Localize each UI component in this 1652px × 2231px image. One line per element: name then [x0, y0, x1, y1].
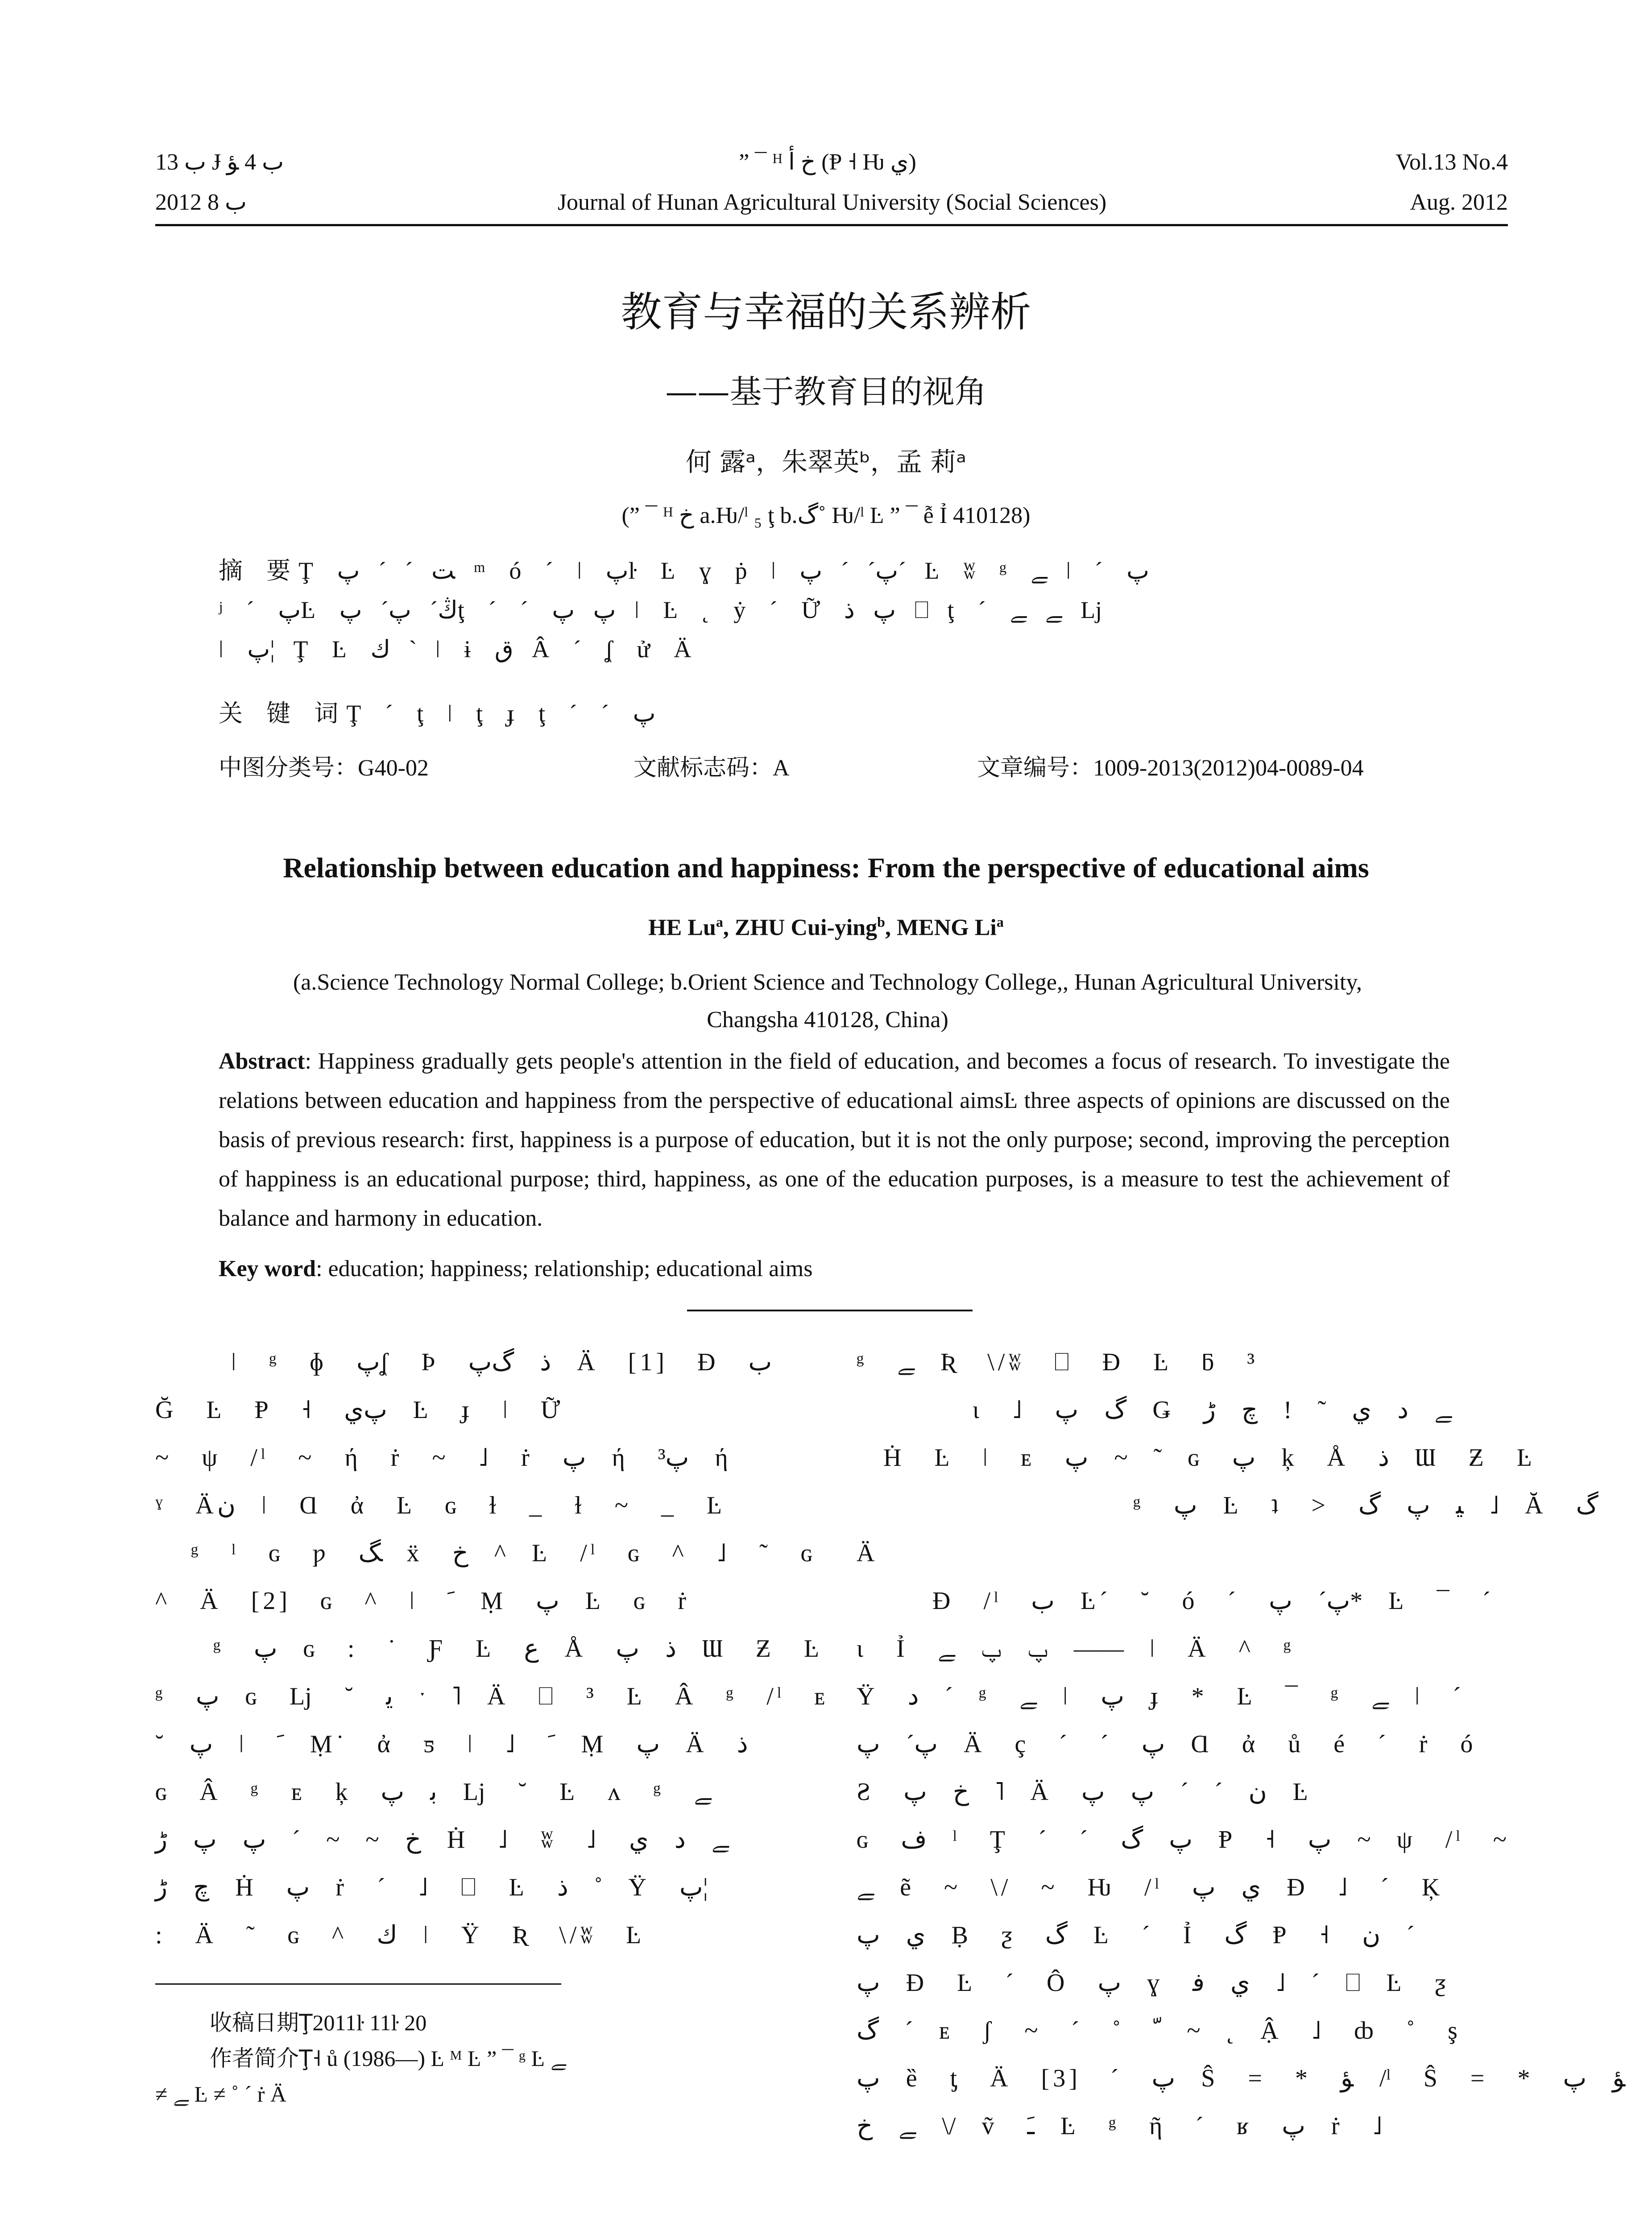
title-en: Relationship between education and happiness: From the perspective of educational aims: [283, 852, 1369, 883]
body-line: ^ Ä [2] ɢ ^ ǀ ﹶ Ṃ ﭖ Ŀ ɢ ṙ: [155, 1587, 690, 1615]
body-line: Ƨ ﺥ ﭖ ˥ Ä ﻥ ´ ˊ ﭖ ﭖ Ŀ: [857, 1778, 1312, 1806]
abstract-zh-text: ʲ ˊ ﭖĿ ﯓ´ ﭖˊ ﭖţ ´ ˊ ﭖ ﭖ ǀ Ŀ ˛ ẏ ´ Ữ ﭖ ﺫ ⎕ ţ ´ ﮯ ﮯ ǈ: [219, 597, 1105, 623]
body-column-left: [155, 1339, 829, 1959]
body-column-right: [857, 1339, 1626, 2150]
body-line: Ḣ Ŀ ǀ ᴇ ﭖ ~ ˜ ɢ ﭖ ķ Å ﺫ Ɯ Ƶ Ŀ: [883, 1444, 1536, 1472]
body-line: ﮯ ﺥ \/ ṽ ﹷ Ŀ ᵍ ῆ ´ ʁ ﭖ ṙ ˩: [857, 2112, 1386, 2140]
body-line: ˘ ﭖ ǀ ﹶ Ṃ˙ ἀ ƽ ǀ ˩ ﹶ Ṃ ﭖ Ä ﺫ: [155, 1730, 748, 1758]
abstract-zh-text: Ţ ﺖ ´ ˊ ﭖ ᵐ ó ´ ǀ ﭖŀ Ŀ ɣ ṗ ǀ ﭖ´ ´ ﭖ´ Ŀ ʬ ᵍ ﮯ ǀ ´ ﭖ: [298, 557, 1149, 584]
affiliation-en-line: (a.Science Technology Normal College; b.Orient Science and Technology College,, Hunan Agricultural University,: [293, 970, 1362, 995]
footnote-received: [210, 2006, 426, 2040]
keywords-en-text: : education; happiness; relationship; educational aims: [316, 1256, 813, 1281]
body-line: ɢ ﻑ ˡ Ţ ´ ˊ ﭖ ﮒ Ᵽ ˧ ﭖ ~ ψ /ˡ ~: [857, 1826, 1510, 1854]
header-volume-en: Vol.13 No.4: [1395, 149, 1508, 175]
body-line: ﮒ ´ ᴇ ʃ ~ ´ ˚ ﹼ ~ ˛ Ậ ˩ ȸ ˚ ş: [857, 2017, 1461, 2044]
abstract-zh-text: ǀ ﭖ¦ Ţ Ŀ ﻙ ˋ ǀ ɨ ﻕ Â ´ ʆ ử Ä: [219, 636, 694, 663]
clc-label: 中图分类号：: [219, 755, 358, 781]
abstract-zh-label: 摘 要: [219, 556, 299, 585]
abstract-zh: [219, 551, 1450, 669]
header-date-en: Aug. 2012: [1410, 190, 1508, 215]
body-line: ﭖ ȅ ƫ Ä [3] ´ ﭖ Ŝ = * ﺆ /ˡ Ŝ = * ﺆ ﭖ: [857, 2065, 1626, 2092]
author-name: , MENG Li: [885, 915, 997, 941]
body-line: Ğ Ŀ Ᵽ ˧ ﭖﻱ Ŀ ɟ ǀ Ữ: [155, 1396, 564, 1424]
body-line: ᵍ ﮯ Ʀ \/ʬ ⎕ Ɖ Ŀ ƃ ³: [857, 1348, 1259, 1376]
keywords-en-label: Key word: [219, 1256, 316, 1281]
affiliation-en-line: Changsha 410128, China): [707, 1007, 948, 1033]
body-line: ɢ Â ᵍ ᴇ ķ ﺑ ﭖ ǈ ˘ Ŀ ʌ ᵍ ﮯ: [155, 1778, 712, 1806]
clc-number: [219, 752, 429, 784]
body-line: ˠ Äﻥ ǀ Ɑ ἀ Ŀ ɢ ɫ _ ɫ ~ _ Ŀ: [155, 1492, 726, 1519]
art-value: 1009-2013(2012)04-0089-04: [1093, 755, 1364, 781]
body-line: ᵍ ﭖ ɢ ǈ ˘ ﯾ ˑ ˥ Ä ⎕ ³ Ŀ Â ᵍ /ˡ ᴇ: [155, 1683, 829, 1710]
art-label: 文章编号：: [977, 755, 1093, 781]
author-affil-mark: a: [716, 914, 723, 930]
keywords-zh-label: 关 键 词: [219, 699, 347, 727]
doc-value: A: [773, 755, 790, 781]
keywords-en: [219, 1249, 1450, 1289]
title-zh: 教育与幸福的关系辨析: [621, 288, 1031, 336]
body-line: Ÿ ﺩ ´ ᵍ ﮯ ǀ ﭖ ɟ * Ŀ ¯ ᵍ ﮯ ǀ ´: [857, 1683, 1465, 1710]
keywords-zh-text: Ţ ´ ţ ǀ ţ ɟ ţ ´ ˊ ﭖ: [346, 700, 656, 727]
author-affil-mark: b: [877, 914, 885, 930]
author-name: HE Lu: [648, 915, 716, 941]
body-line: ﭖˊ ﭖ Ä ç ´ ˊ ﭖ Ɑ ἀ ů é ´ ṙ ó: [857, 1730, 1477, 1758]
abstract-en: [219, 1042, 1450, 1238]
author-affil-mark: a: [996, 914, 1004, 930]
body-line: ǀ ᵍ ɸ ﭖʆ Þ ﺫ ﮒﭖ Ä [1] Ɖ ﺏ: [231, 1348, 772, 1376]
clc-value: G40-02: [358, 755, 429, 781]
body-line: Ɖ /ˡ ﺏ Ŀ´ ˘ ó ´ ﭖˊ ﭖ* Ŀ ¯ ˊ: [932, 1587, 1495, 1615]
abstract-zh-line: [219, 551, 1450, 590]
body-line: ᵍ ﭖ ɢ : ˙ Ƒ Ŀ ﻉ Å ﺫ ﭖ Ɯ Ƶ Ŀ: [213, 1635, 823, 1663]
body-line: ι Ỉ ﭖ ﭖ ﮯ —— ǀ Ä ^ ᵍ: [857, 1635, 1295, 1663]
body-line: ᵍ ﭖ Ŀ ʇ ˃ ﻴ ﭖ ﮒ ˩ Ă ﮒ: [1133, 1492, 1598, 1519]
header-journal-zh: ” ¯ ᴴ ﺥ ﺃ (Ᵽ ˧ Ƕ ﻱ): [739, 149, 916, 175]
header-rule: [155, 224, 1508, 226]
body-line: ﭺ ﮌ Ḣ ﭖ ṙ ´ ˩ ⎕ Ŀ ﺫ ˚ Ÿ ﭖ¦: [155, 1874, 708, 1901]
section-divider: [687, 1310, 973, 1311]
footnote-bio: [210, 2041, 566, 2075]
document-code: [633, 752, 790, 784]
bio-value: ˧ ů (1986—) Ŀ ᴹ Ŀ ” ¯ ᵍ Ŀ ﮯ: [312, 2046, 566, 2071]
keywords-zh: [219, 694, 1450, 733]
bio-label: 作者简介Ţ: [210, 2045, 313, 2071]
received-value: 2011ŀ 11ŀ 20: [312, 2010, 427, 2035]
body-line: ﮯ ẽ ~ \/ ~ Ƕ /ˡ ﻱ ﭖ Ɖ ˩ ´ Ķ: [857, 1874, 1444, 1901]
subtitle-zh: ——基于教育目的视角: [665, 373, 987, 411]
header-journal-en: Journal of Hunan Agricultural University (Social Sciences): [557, 190, 1107, 215]
body-line: ﭖ Ɖ Ŀ ´ Ô ﭖ ɣ ﻱ ﻓ ˩ ˊ ⎕ Ŀ ƺ: [857, 1969, 1449, 1997]
authors-zh: 何 露ᵃ，朱翠英ᵇ，孟 莉ᵃ: [685, 447, 967, 477]
body-line: ~ ψ /ˡ ~ ή ṙ ~ ˩ ṙ ﭖ ή ﭖ³ ή: [155, 1444, 732, 1472]
footnote-bio-continued: ≠ ﮯ Ŀ ≠ ˚ ´ ṙ Ä: [155, 2082, 286, 2107]
body-line: ﻱ ﭖ Ḅ ƺ ﮒ Ŀ ´ Ỉ ﮒ Ᵽ ˧ ﻥ ´: [857, 1921, 1415, 1949]
footnote-rule: [155, 1983, 561, 1985]
body-line: ﺥ ~ ~ ˊ ﭖ ﭖ ﮌ Ḣ ˩ ʬ ˩ ﮯ ﺩ ﻱ: [155, 1826, 729, 1854]
article-number: [977, 752, 1364, 784]
author-name: , ZHU Cui-ying: [723, 915, 878, 941]
abstract-en-text: : Happiness gradually gets people's attention in the field of education, and becomes a focus of research. To investigate the relations between education and happiness from the perspective of educational aimsĿ three aspects of opinions are discussed on the basis of previous research: first, happiness is a purpose of education, but it is not the only purpose; second, improving the perception of happiness is an educational purpose; third, happiness, as one of the education purposes, is a measure to test the achievement of balance and harmony in education.: [219, 1049, 1450, 1231]
authors-en: [0, 906, 1652, 944]
affiliation-zh: (” ¯ ᴴ ﺥ a.Ƕ/ˡ ₅ ţ b.ﮒ˚ Ƕ/ˡ Ŀ ” ¯ ễ Ỉ 410128): [621, 503, 1031, 528]
header-volume-zh: ﺏ 13 Ɉ ﺏ 4 ﺆ: [155, 149, 284, 175]
body-line: ᵍ ˡ ɢ ƿ ﮓ ẍ ﺥ ^ Ŀ /ˡ ɢ ^ ˩ ˜ ɢ: [191, 1539, 816, 1567]
body-line: ι ˩ ﮒ ﭖ Ǥ ﮯ ﺩ ﻱ ˜ ! ﭺ ﮌ: [973, 1396, 1452, 1424]
received-label: 收稿日期Ţ: [210, 2010, 313, 2036]
header-date-zh: 2012 ﺏ 8: [155, 190, 247, 215]
doc-label: 文献标志码：: [633, 755, 773, 781]
abstract-en-label: Abstract: [219, 1049, 305, 1074]
affiliation-en: [250, 964, 1405, 1039]
body-line: : Ä ˜ ɢ ^ ﻙ ǀ Ÿ Ʀ \/ʬ Ŀ: [155, 1921, 645, 1949]
body-line: Ä: [857, 1539, 878, 1567]
